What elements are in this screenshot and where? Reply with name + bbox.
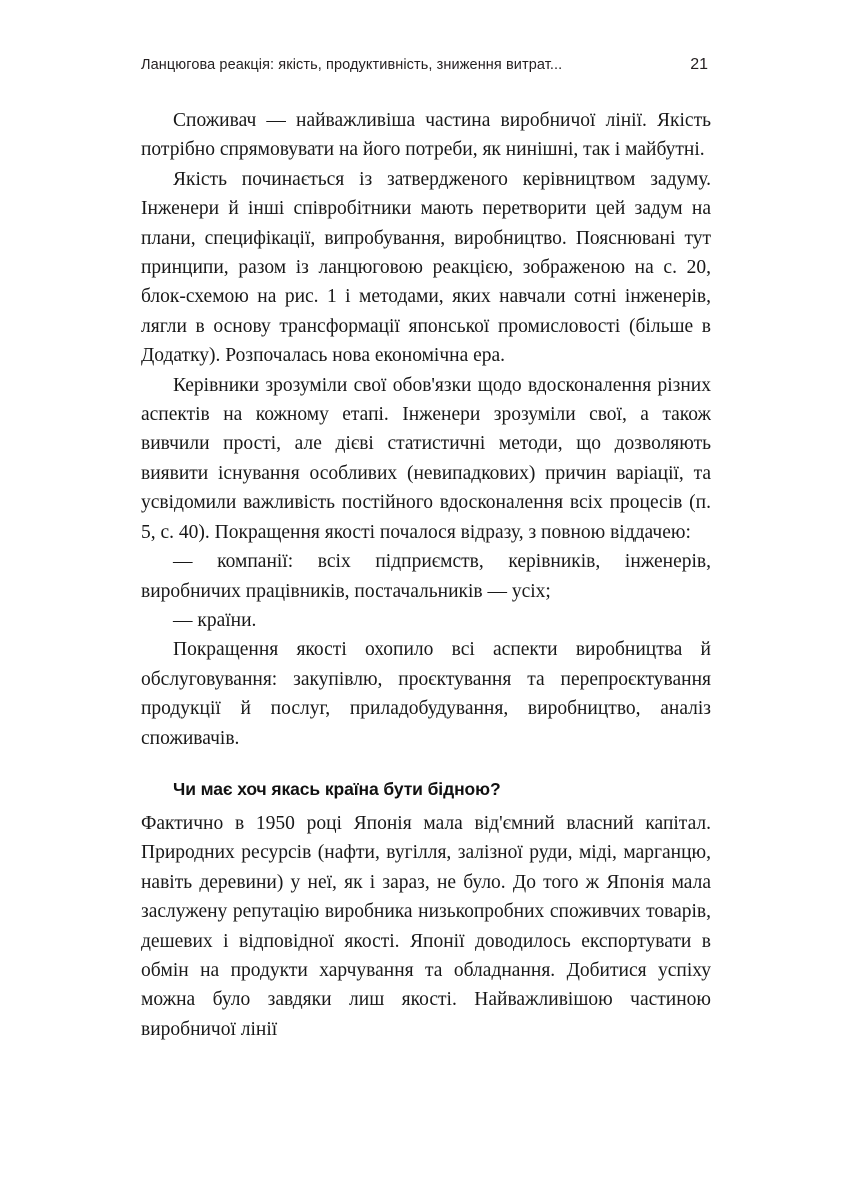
paragraph: Покращення якості охопило всі аспекти виробництва й обслуговування: закупівлю, проєктування та перепроєктування продукції й послуг, приладобудування, виробництво, аналіз споживачів. [141,639,711,749]
paragraph: Фактично в 1950 році Японія мала від'ємний власний капітал. Природних ресурсів (нафти, вугілля, залізної руди, міді, марганцю, навіть деревини) у неї, як і зараз, не було. До того ж Японія мала заслужену репутацію виробника низькопробних споживчих товарів, дешевих і відповідної якості. Японії доводилось експортувати в обмін на продукти харчування та обладнання. Добитися успіху можна було завдяки лиш якості. Найважливішою частиною виробничої лінії [141,812,711,1040]
body-text-column [141,106,711,1044]
paragraph: Якість починається із затвердженого керівництвом задуму. Інженери й інші співробітники мають перетворити цей задум на плани, специфікації, випробування, виробництво. Пояснювані тут принципи, разом із ланцюговою реакцією, зображеною на с. 20, блок-схемою на рис. 1 і методами, яких навчали сотні інженерів, лягли в основу трансформації японської промисловості (більше в Додатку). Розпочалась нова економічна ера. [141,168,711,367]
page-header [141,56,708,74]
running-title: Ланцюгова реакція: якість, продуктивність, зниження витрат... [141,57,563,73]
list-item: — країни. [173,609,257,631]
paragraph: Споживач — найважливіша частина виробничої лінії. Якість потрібно спрямовувати на його потреби, як нинішні, так і майбутні. [141,110,711,161]
paragraph: Керівники зрозуміли свої обов'язки щодо вдосконалення різних аспектів на кожному етапі. Інженери зрозуміли свої, а також вивчили прості, але дієві статистичні методи, що дозволяють виявити існування особливих (невипадкових) причин варіації, та усвідомили важливість постійного вдосконалення всіх процесів (п. 5, с. 40). Покращення якості почалося відразу, з повною віддачею: [141,374,711,543]
page-number: 21 [690,56,708,73]
section-subheading: Чи має хоч якась країна бути бідною? [173,778,501,799]
list-item: — компанії: всіх підприємств, керівників, інженерів, виробничих працівників, постачальників — усіх; [141,551,711,602]
